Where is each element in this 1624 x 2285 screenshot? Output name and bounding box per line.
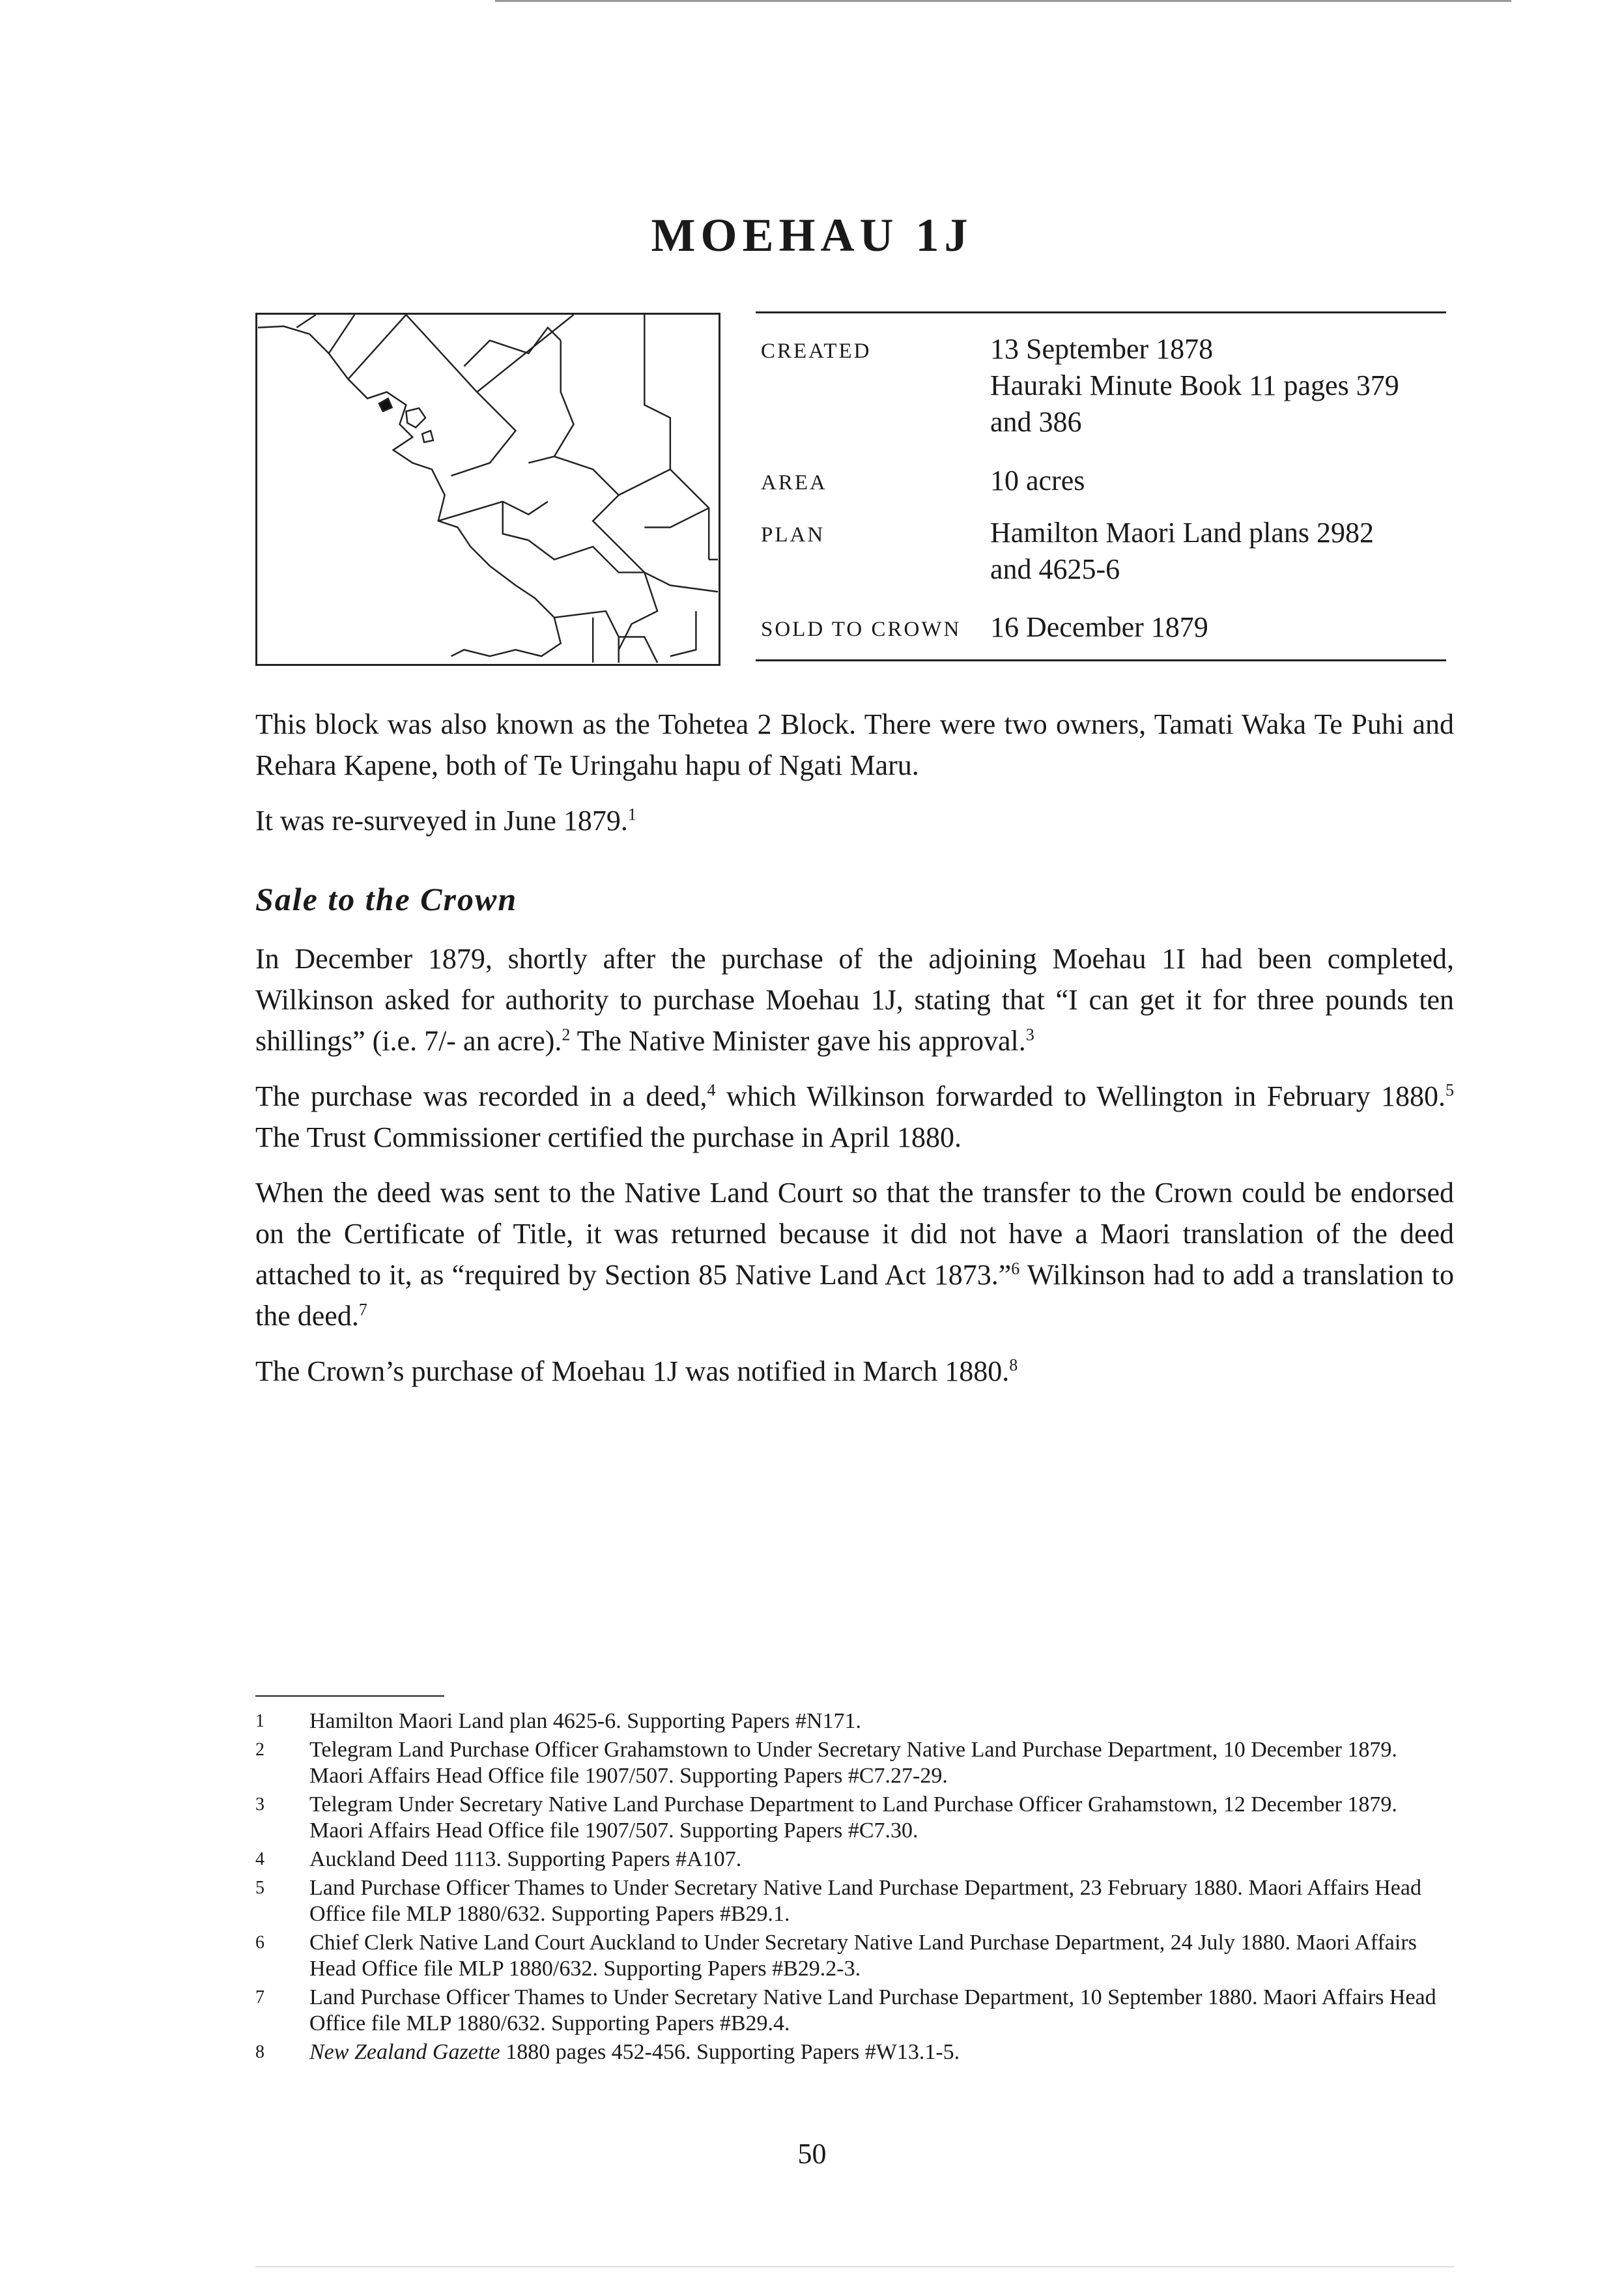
meta-value-line: 13 September 1878 [990, 333, 1214, 365]
meta-value-plan [990, 515, 1446, 588]
footnote [255, 2039, 1454, 2065]
moehau-1j-block-marker [379, 399, 392, 412]
footnote-text: New Zealand Gazette 1880 pages 452-456. Supporting Papers #W13.1-5. [309, 2040, 960, 2064]
footnote [255, 1847, 1454, 1873]
boundary-line [644, 508, 709, 528]
footnote-ref: 5 [1446, 1080, 1455, 1100]
footnote-ref: 1 [627, 805, 636, 824]
bottom-rule [255, 2266, 1454, 2267]
footnote-number: 2 [255, 1740, 264, 1760]
meta-label-area: AREA [761, 471, 827, 495]
footnote [255, 1875, 1454, 1927]
footnote-ref: 4 [707, 1080, 716, 1100]
section-heading: Sale to the Crown [255, 881, 518, 917]
meta-value-line: 10 acres [990, 465, 1085, 496]
island-outline [422, 431, 433, 442]
footnote [255, 1737, 1454, 1789]
footnote-ref: 3 [1025, 1025, 1034, 1044]
meta-label-plan: PLAN [761, 523, 825, 547]
footnote-text: Land Purchase Officer Thames to Under Secretary Native Land Purchase Department, 10 September 1880. Maori Affairs Head Office file MLP 1880/632. Supporting Papers #B29.4. [309, 1985, 1436, 2035]
footnote-text: Land Purchase Officer Thames to Under Secretary Native Land Purchase Department, 23 February 1880. Maori Affairs Head Office file MLP 1880/632. Supporting Papers #B29.1. [309, 1876, 1421, 1926]
boundary-line [348, 315, 406, 379]
footnote [255, 1708, 1454, 1734]
publication-title: New Zealand Gazette [309, 2040, 500, 2064]
meta-value-created [990, 331, 1446, 440]
body-paragraph: The purchase was recorded in a deed,$^4$ which Wilkinson forwarded to Wellington in February 1880.$^5$ The Trust Commissioner certified the purchase in April 1880. [255, 1080, 1455, 1153]
meta-table-top-rule [756, 311, 1446, 313]
page-number: 50 [797, 2138, 827, 2170]
boundary-line [438, 502, 548, 521]
body-text [255, 704, 1454, 1406]
boundary-line [329, 315, 355, 353]
meta-label-created: CREATED [761, 339, 872, 363]
boundary-line [670, 585, 718, 592]
meta-value-line: Hamilton Maori Land plans 2982 [990, 517, 1375, 549]
meta-value-sold-to-crown [990, 609, 1446, 646]
footnote [255, 1930, 1454, 1982]
boundary-line [644, 315, 709, 560]
footnote-number: 1 [255, 1711, 264, 1731]
boundary-line [528, 341, 573, 463]
boundary-line [619, 573, 657, 650]
footnote-number: 7 [255, 1987, 264, 2007]
footnote-text: Chief Clerk Native Land Court Auckland to Under Secretary Native Land Purchase Department, 24 July 1880. Maori Affairs Head Office file MLP 1880/632. Supporting Papers #B29.2-3. [309, 1931, 1417, 1981]
footnotes [255, 1708, 1454, 2068]
location-map [255, 313, 720, 666]
body-paragraph: This block was also known as the Tohetea 2 Block. There were two owners, Tamati Waka Te Puhi and Rehara Kapene, both of Te Uringahu hapu of Ngati Maru. [255, 708, 1454, 781]
footnote-number: 5 [255, 1878, 264, 1898]
meta-label-sold-to-crown: SOLD TO CROWN [761, 618, 962, 641]
top-rule [495, 0, 1511, 2]
boundary-line [451, 392, 516, 476]
footnote-text: Hamilton Maori Land plan 4625-6. Supporting Papers #N171. [309, 1709, 862, 1733]
body-paragraph: It was re-surveyed in June 1879.$^1$ [255, 805, 636, 837]
footnote-ref: 8 [1009, 1355, 1018, 1375]
footnote-ref: 7 [358, 1300, 367, 1319]
footnote [255, 1985, 1454, 2037]
boundary-line [406, 315, 573, 392]
footnote-text: Telegram Land Purchase Officer Grahamstown to Under Secretary Native Land Purchase Department, 10 December 1879. Maori Affairs Head Office file 1907/507. Supporting Papers #C7.27-29. [309, 1738, 1397, 1788]
meta-value-line: Hauraki Minute Book 11 pages 379 [990, 369, 1399, 401]
meta-value-area [990, 463, 1446, 499]
meta-table-bottom-rule [756, 659, 1446, 661]
boundary-line [296, 315, 316, 328]
body-paragraph: The Crown’s purchase of Moehau 1J was notified in March 1880.$^8$ [255, 1355, 1018, 1387]
footnote-ref: 2 [562, 1025, 571, 1044]
body-paragraph: In December 1879, shortly after the purchase of the adjoining Moehau 1I had been completed, Wilkinson asked for authority to purchase Moehau 1J, stating that “I can get it for three pounds ten shillings” (i.e. 7/- an acre).$^2$ The Native Minister gave his approval.$^3$ [255, 943, 1454, 1057]
footnote-rule [255, 1695, 444, 1697]
meta-value-line: and 386 [990, 406, 1082, 438]
boundary-line [619, 469, 670, 495]
island-outline [406, 408, 425, 427]
footnote-number: 4 [255, 1849, 264, 1869]
body-paragraph: When the deed was sent to the Native Land Court so that the transfer to the Crown could be endorsed on the Certificate of Title, it was returned because it did not have a Maori translation of the deed attached to it, as “required by Section 85 Native Land Act 1873.”$^6$ Wilkinson had to add a translation to the deed.$^7$ [255, 1177, 1454, 1332]
footnote-number: 3 [255, 1794, 264, 1815]
footnote-number: 8 [255, 2042, 264, 2062]
meta-value-line: and 4625-6 [990, 553, 1120, 585]
boundary-line [528, 540, 644, 572]
page-title: MOEHAU 1J [651, 209, 973, 261]
block-boundary-map [257, 315, 719, 664]
meta-value-line: 16 December 1879 [990, 611, 1208, 643]
coastline-path [258, 326, 561, 656]
boundary-line [464, 328, 560, 366]
footnote-text: Telegram Under Secretary Native Land Purchase Department to Land Purchase Officer Grahamstown, 12 December 1879. Maori Affairs Head Office file 1907/507. Supporting Papers #C7.30. [309, 1792, 1397, 1843]
footnote-number: 6 [255, 1933, 264, 1953]
boundary-line [670, 611, 696, 656]
footnote [255, 1792, 1454, 1844]
footnote-ref: 6 [1011, 1259, 1020, 1278]
footnote-text: Auckland Deed 1113. Supporting Papers #A107. [309, 1847, 742, 1871]
